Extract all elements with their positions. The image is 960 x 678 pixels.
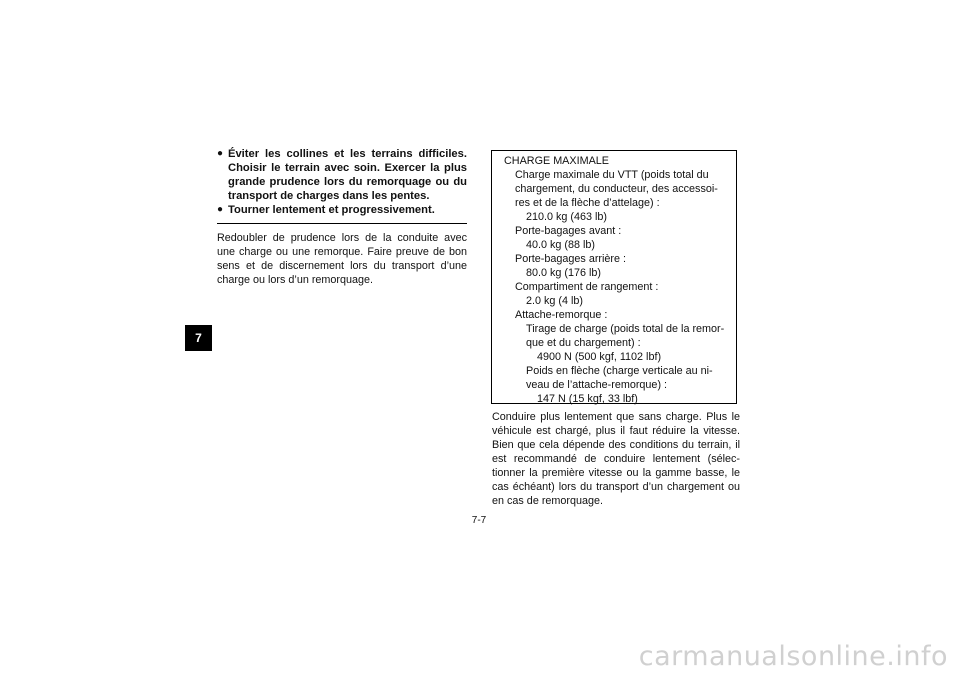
spec-storage-label: Compartiment de rangement : — [515, 281, 659, 293]
spec-pull-value: 4900 N (500 kgf, 1102 lbf) — [537, 351, 662, 363]
spec-storage-value: 2.0 kg (4 lb) — [526, 295, 584, 307]
bullet-icon: ● — [217, 204, 224, 215]
spec-rear-label: Porte-bagages arrière : — [515, 253, 627, 265]
spec-tongue-label-2: veau de l’attache-remorque) : — [526, 379, 668, 391]
spec-rear-value: 80.0 kg (176 lb) — [526, 267, 602, 279]
warning-bullet-2 — [217, 203, 467, 217]
spec-front-value: 40.0 kg (88 lb) — [526, 239, 596, 251]
spec-heading: CHARGE MAXIMALE — [504, 155, 609, 167]
bullet-icon: ● — [217, 148, 224, 159]
spec-pull-label-1: Tirage de charge (poids total de la remor- — [526, 323, 725, 335]
page-number: 7-7 — [471, 515, 487, 526]
spec-total-label-3: res et de la flèche d’attelage) : — [515, 197, 660, 209]
spec-total-label-2: chargement, du conducteur, des accessoi- — [515, 183, 718, 195]
spec-tongue-value: 147 N (15 kgf, 33 lbf) — [537, 393, 638, 405]
spec-total-value: 210.0 kg (463 lb) — [526, 211, 608, 223]
bullet-text: Éviter les collines et les terrains difficiles. Choisir le terrain avec soin. Exercer la plus grande prudence lors du remorquage ou du transport de charges dans les pentes. — [228, 148, 467, 202]
spec-pull-label-2: que et du chargement) : — [526, 337, 641, 349]
load-speed-paragraph: Conduire plus lentement que sans charge. Plus le véhicule est chargé, plus il faut réduire la vitesse. Bien que cela dépende des conditions du terrain, il est recommandé de conduire lentement (sélec-tionner la première vitesse ou la gamme basse, le cas échéant) lors du transport d’un chargement ou en cas de remorquage. — [492, 411, 740, 507]
load-speed-section — [492, 410, 740, 508]
warning-bullet-1 — [217, 147, 467, 203]
divider — [217, 223, 467, 224]
max-load-spec-box — [491, 150, 737, 404]
spec-hitch-label: Attache-remorque : — [515, 309, 608, 321]
watermark: carmanualsonline.info — [638, 641, 948, 672]
spec-front-label: Porte-bagages avant : — [515, 225, 622, 237]
spec-tongue-label-1: Poids en flèche (charge verticale au ni- — [526, 365, 713, 377]
spec-total-label-1: Charge maximale du VTT (poids total du — [515, 169, 709, 181]
caution-paragraph: Redoubler de prudence lors de la conduite avec une charge ou une remorque. Faire preuve de bon sens et de discernement lors du transport d’une charge ou lors d’un remorquage. — [217, 232, 467, 286]
chapter-tab: 7 — [185, 325, 212, 351]
warning-section — [217, 147, 467, 287]
bullet-text: Tourner lentement et progressivement. — [228, 204, 435, 216]
